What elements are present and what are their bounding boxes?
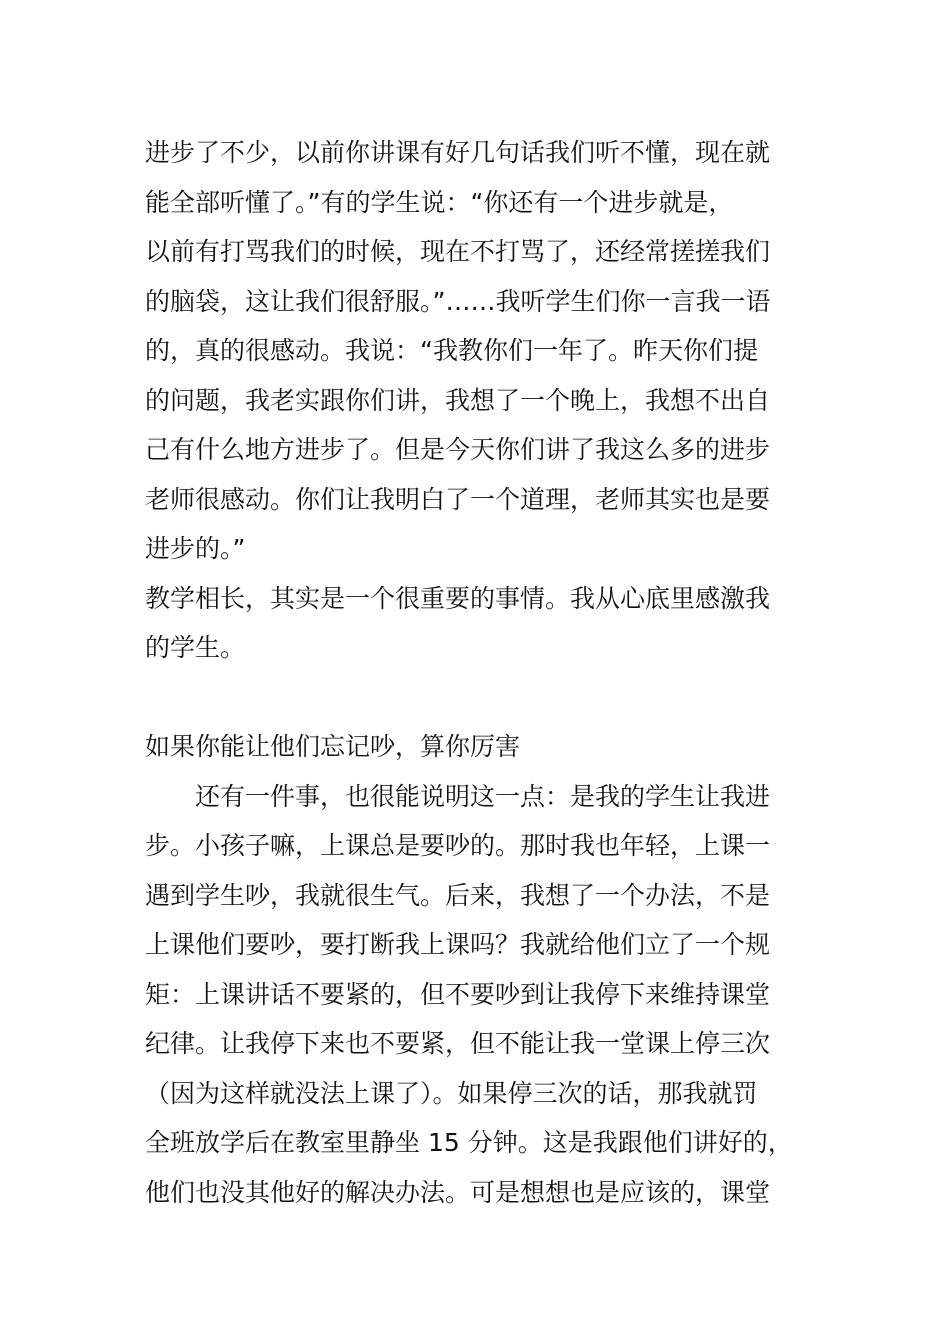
text-line: 能全部听懂了。”有的学生说：“你还有一个进步就是， [145, 187, 734, 217]
text-line: 以前有打骂我们的时候，现在不打骂了，还经常搓搓我们 [145, 237, 771, 266]
text-line: 教学相长，其实是一个很重要的事情。我从心底里感激我 [145, 583, 771, 613]
text-line: 己有什么地方进步了。但是今天你们讲了我这么多的进步 [145, 435, 771, 464]
text-line: 步。小孩子嘛，上课总是要吵的。那时我也年轻，上课一 [145, 831, 771, 860]
paragraph-spacer [145, 673, 810, 723]
text-line: 全班放学后在教室里静坐 15 分钟。这是我跟他们讲好的， [145, 1128, 793, 1157]
text-line: 的脑袋，这让我们很舒服。”……我听学生们你一言我一语 [145, 286, 771, 316]
document-body [145, 128, 810, 1217]
text-line: 矩：上课讲话不要紧的，但不要吵到让我停下来维持课堂 [145, 979, 771, 1009]
text-line: 他们也没其他好的解决办法。可是想想也是应该的，课堂 [145, 1177, 771, 1207]
text-line: 的，真的很感动。我说：“我教你们一年了。昨天你们提 [145, 336, 758, 365]
text-line: 遇到学生吵，我就很生气。后来，我想了一个办法，不是 [145, 880, 771, 910]
text-line: 老师很感动。你们让我明白了一个道理，老师其实也是要 [145, 484, 771, 514]
text-line: 的问题，我老实跟你们讲，我想了一个晚上，我想不出自 [145, 385, 771, 415]
text-line: 还有一件事，也很能说明这一点：是我的学生让我进 [195, 781, 771, 811]
section-heading: 如果你能让他们忘记吵，算你厉害 [145, 732, 521, 761]
text-line: 纪律。让我停下来也不要紧，但不能让我一堂课上停三次 [145, 1029, 771, 1058]
paragraph-teaching-growth [145, 574, 810, 673]
text-line: 进步了不少，以前你讲课有好几句话我们听不懂，现在就 [145, 138, 771, 167]
text-line: 上课他们要吵，要打断我上课吗？我就给他们立了一个规 [145, 930, 771, 959]
text-line: （因为这样就没法上课了）。如果停三次的话，那我就罚 [145, 1078, 758, 1108]
paragraph-classroom-noise [145, 772, 810, 1218]
text-line: 的学生。 [145, 633, 246, 662]
text-line: 进步的。” [145, 534, 246, 563]
paragraph-student-feedback [145, 128, 810, 574]
